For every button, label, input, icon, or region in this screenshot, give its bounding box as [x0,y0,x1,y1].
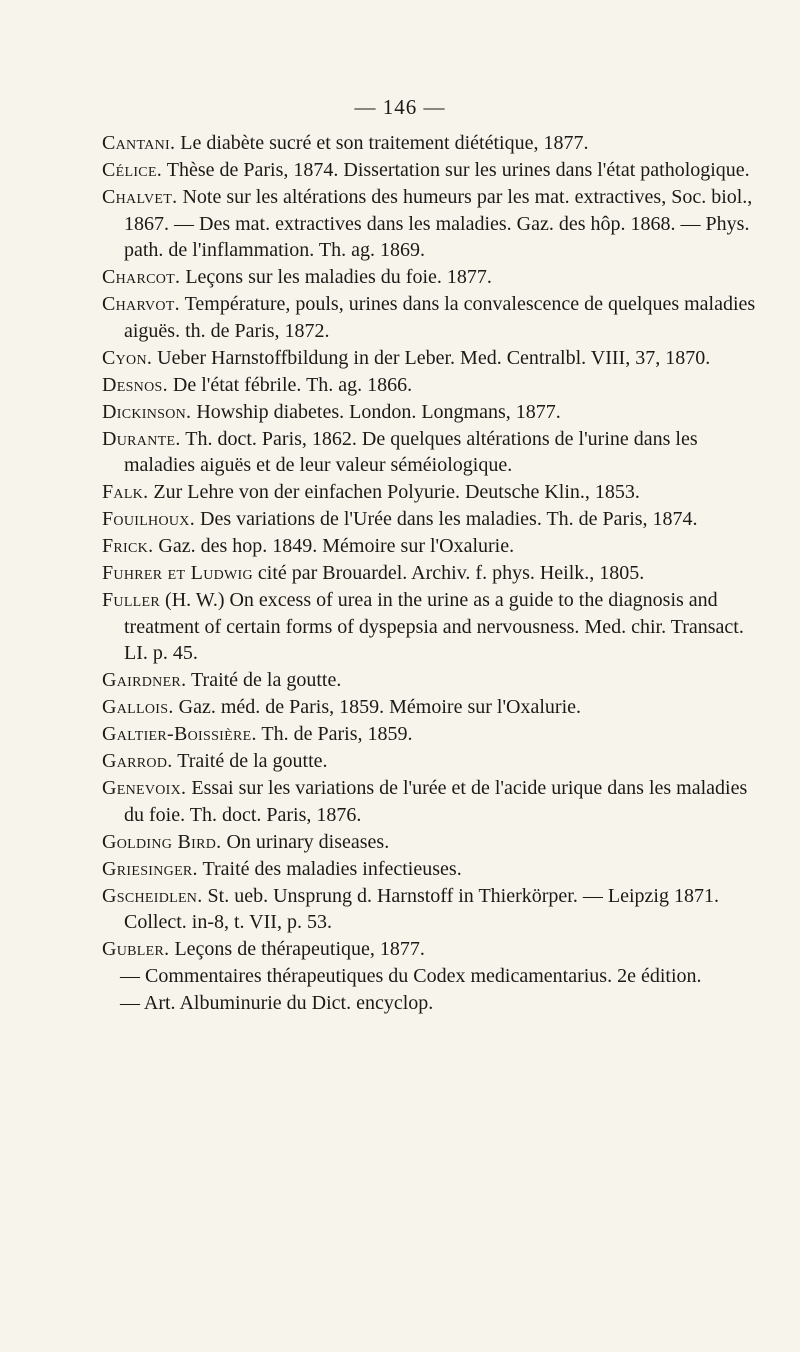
entry-author: Fuller [102,589,161,611]
bib-entry [102,856,770,883]
entry-text: Gaz. méd. de Paris, 1859. Mémoire sur l'Oxalurie. [173,696,582,718]
entry-text: Art. Albuminurie du Dict. encyclop. [140,992,434,1014]
bib-entry-continuation [102,963,770,990]
bib-entry [102,829,770,856]
entry-text: Leçons sur les maladies du foie. 1877. [180,266,492,288]
entry-text: Ueber Harnstoffbildung in der Leber. Med. Centralbl. VIII, 37, 1870. [152,346,711,369]
entry-text: Traité de la goutte. [186,669,342,691]
entry-text: Leçons de thérapeutique, 1877. [169,938,425,960]
entry-author: Falk. [102,481,149,503]
bib-entry [102,372,770,399]
entry-text: Gaz. des hop. 1849. Mémoire sur l'Oxalurie. [153,535,515,557]
entry-author: Cyon. [102,346,153,369]
bib-entry [102,775,770,828]
entry-text: Température, pouls, urines dans la convalescence de quelques maladies aiguës. th. de Paris, 1872. [124,293,756,342]
bib-entry-continuation [102,990,770,1017]
ditto-dash: — [120,992,140,1014]
entry-text: (H. W.) On excess of urea in the urine as a guide to the diagnosis and treatment of certain forms of dyspepsia and nervousness. Med. chir. Transact. LI. p. 45. [124,589,744,664]
bib-entry [102,721,770,748]
bib-entry [102,399,770,426]
entry-author: Chalvet. [102,186,178,208]
bib-entry [102,345,770,372]
entry-author: Genevoix. [102,777,187,799]
entry-author: Golding Bird. [102,830,222,853]
bib-entry [102,883,770,936]
bib-entry [102,157,770,184]
entry-text: Le diabète sucré et son traitement diététique, 1877. [175,132,589,154]
entry-author: Gubler. [102,938,170,960]
bib-entry [102,264,770,291]
entry-text: Th. de Paris, 1859. [256,723,413,745]
entry-author: Gallois. [102,696,174,718]
entry-text: Thèse de Paris, 1874. Dissertation sur les urines dans l'état pathologique. [162,159,750,181]
entry-author: Durante. [102,427,181,450]
entry-text: Des variations de l'Urée dans les maladies. Th. de Paris, 1874. [195,508,698,530]
entry-author: Desnos. [102,373,168,396]
entry-text: cité par Brouardel. Archiv. f. phys. Heilk., 1805. [252,562,645,584]
entry-author: Cantani. [102,132,176,154]
entry-author: Fouilhoux. [102,508,195,530]
bibliography-list [102,130,770,1017]
entry-text: Howship diabetes. London. Longmans, 1877. [191,400,561,423]
entry-author: Griesinger. [102,857,198,880]
entry-text: St. ueb. Unsprung d. Harnstoff in Thierkörper. — Leipzig 1871. Collect. in-8, t. VII, p. 53. [124,884,719,933]
entry-author: Frick. [102,535,154,557]
entry-author: Dickinson. [102,400,192,423]
entry-author: Galtier-Boissière. [102,723,257,745]
bib-entry [102,533,770,560]
bib-entry [102,587,770,667]
bib-entry [102,694,770,721]
entry-text: Traité des maladies infectieuses. [197,857,462,880]
entry-author: Garrod. [102,750,173,772]
ditto-dash: — [120,965,140,987]
entry-text: Zur Lehre von der einfachen Polyurie. Deutsche Klin., 1853. [148,481,640,503]
entry-text: Commentaires thérapeutiques du Codex medicamentarius. 2e édition. [140,965,702,987]
entry-text: Th. doct. Paris, 1862. De quelques altérations de l'urine dans les maladies aiguës et de leur valeur séméiologique. [124,427,698,476]
entry-text: De l'état fébrile. Th. ag. 1866. [167,373,413,396]
bib-entry [102,936,770,963]
page-number: — 146 — [354,95,446,119]
bib-entry [102,667,770,694]
entry-author: Charcot. [102,266,181,288]
entry-author: Célice. [102,159,163,181]
bib-entry [102,426,770,479]
entry-author: Gairdner. [102,669,187,691]
bib-entry [102,130,770,157]
bib-entry [102,291,770,344]
entry-author: Gscheidlen. [102,884,203,907]
bib-entry [102,479,770,506]
bib-entry [102,184,770,264]
entry-author: Charvot. [102,293,180,315]
entry-text: On urinary diseases. [221,830,390,853]
bib-entry [102,748,770,775]
entry-text: Traité de la goutte. [172,750,328,772]
entry-text: Essai sur les variations de l'urée et de l'acide urique dans les maladies du foie. Th. doct. Paris, 1876. [124,777,748,826]
bib-entry [102,560,770,587]
entry-author: Fuhrer et Ludwig [102,562,253,584]
entry-text: Note sur les altérations des humeurs par les mat. extractives, Soc. biol., 1867. — Des mat. extractives dans les maladies. Gaz. des hôp. 1868. — Phys. path. de l'inflammation. Th. ag. 1869. [124,186,753,261]
bib-entry [102,506,770,533]
